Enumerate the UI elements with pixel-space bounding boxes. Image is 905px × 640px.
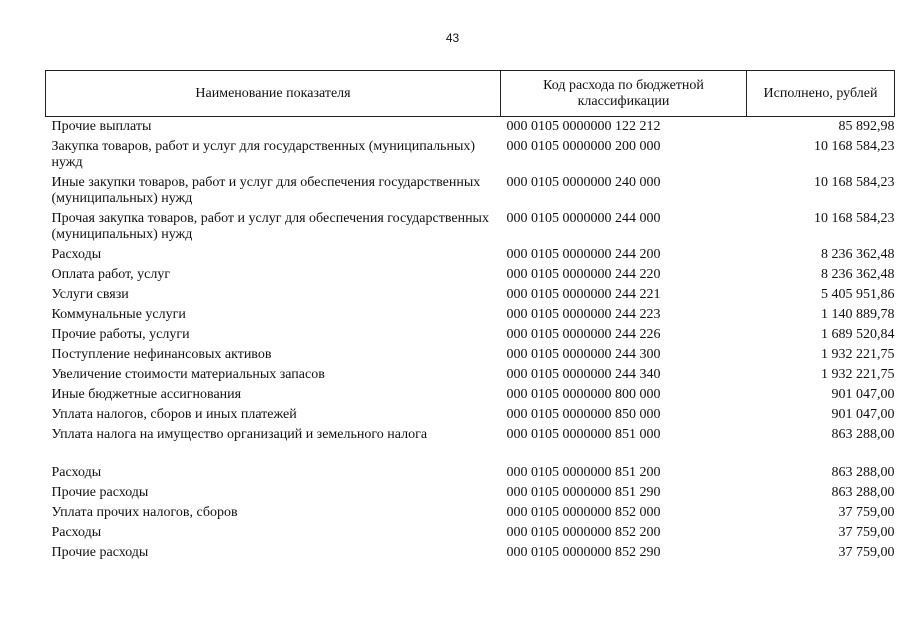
table-row bbox=[46, 117, 895, 138]
table-row bbox=[46, 463, 895, 483]
budget-code-cell: 000 0105 0000000 850 000 bbox=[506, 407, 661, 422]
indicator-name-cell: Прочие работы, услуги bbox=[51, 327, 190, 342]
budget-code-cell: 000 0105 0000000 244 220 bbox=[506, 267, 661, 282]
budget-code-cell: 000 0105 0000000 244 221 bbox=[506, 287, 661, 302]
table-row bbox=[46, 543, 895, 563]
table-row bbox=[46, 325, 895, 345]
executed-amount-cell: 863 288,00 bbox=[831, 427, 895, 442]
table-row bbox=[46, 245, 895, 265]
budget-code-cell: 000 0105 0000000 852 200 bbox=[506, 525, 661, 540]
executed-amount-cell: 901 047,00 bbox=[831, 407, 895, 422]
budget-code-cell: 000 0105 0000000 244 226 bbox=[506, 327, 661, 342]
table-row bbox=[46, 305, 895, 325]
budget-code-cell: 000 0105 0000000 851 000 bbox=[506, 427, 661, 442]
indicator-name-cell: Прочая закупка товаров, работ и услуг для обеспечения государственных (муниципальных) нужд bbox=[51, 211, 489, 242]
indicator-name-cell: Прочие расходы bbox=[51, 485, 149, 500]
indicator-name-cell: Уплата налогов, сборов и иных платежей bbox=[51, 407, 297, 422]
executed-amount-cell: 85 892,98 bbox=[838, 119, 895, 134]
header-budget-code: Код расхода по бюджетной классификации bbox=[501, 71, 747, 117]
table-row bbox=[46, 209, 895, 245]
indicator-name-cell: Прочие расходы bbox=[51, 545, 149, 560]
executed-amount-cell: 10 168 584,23 bbox=[814, 139, 895, 154]
executed-amount-cell: 8 236 362,48 bbox=[821, 267, 895, 282]
indicator-name-cell: Расходы bbox=[51, 247, 102, 262]
table-row bbox=[46, 503, 895, 523]
budget-execution-table bbox=[45, 70, 895, 563]
executed-amount-cell: 10 168 584,23 bbox=[814, 211, 895, 226]
budget-code-cell: 000 0105 0000000 851 290 bbox=[506, 485, 661, 500]
indicator-name-cell: Услуги связи bbox=[51, 287, 129, 302]
executed-amount-cell: 5 405 951,86 bbox=[821, 287, 895, 302]
budget-code-cell: 000 0105 0000000 244 200 bbox=[506, 247, 661, 262]
table-row bbox=[46, 483, 895, 503]
table-row bbox=[46, 425, 895, 445]
executed-amount-cell: 8 236 362,48 bbox=[821, 247, 895, 262]
executed-amount-cell: 37 759,00 bbox=[838, 545, 895, 560]
executed-amount-cell: 863 288,00 bbox=[831, 485, 895, 500]
table-row bbox=[46, 365, 895, 385]
table-row bbox=[46, 523, 895, 543]
executed-amount-cell: 10 168 584,23 bbox=[814, 175, 895, 190]
page-number: 43 bbox=[445, 31, 460, 45]
indicator-name-cell: Увеличение стоимости материальных запасов bbox=[51, 367, 325, 382]
indicator-name-cell: Коммунальные услуги bbox=[51, 307, 186, 322]
table-row bbox=[46, 173, 895, 209]
table-row bbox=[46, 285, 895, 305]
budget-code-cell: 000 0105 0000000 244 223 bbox=[506, 307, 661, 322]
indicator-name-cell: Уплата налога на имущество организаций и земельного налога bbox=[51, 427, 428, 442]
executed-amount-cell: 901 047,00 bbox=[831, 387, 895, 402]
executed-amount-cell: 1 140 889,78 bbox=[821, 307, 895, 322]
table-spacer-row bbox=[46, 445, 895, 463]
budget-code-cell: 000 0105 0000000 240 000 bbox=[506, 175, 661, 190]
budget-code-cell: 000 0105 0000000 852 290 bbox=[506, 545, 661, 560]
executed-amount-cell: 1 932 221,75 bbox=[821, 367, 895, 382]
indicator-name-cell: Уплата прочих налогов, сборов bbox=[51, 505, 238, 520]
indicator-name-cell: Иные закупки товаров, работ и услуг для обеспечения государственных (муниципальных) нужд bbox=[51, 175, 481, 206]
indicator-name-cell: Расходы bbox=[51, 525, 102, 540]
indicator-name-cell: Оплата работ, услуг bbox=[51, 267, 171, 282]
indicator-name-cell: Иные бюджетные ассигнования bbox=[51, 387, 242, 402]
indicator-name-cell: Поступление нефинансовых активов bbox=[51, 347, 272, 362]
indicator-name-cell: Расходы bbox=[51, 465, 102, 480]
executed-amount-cell: 863 288,00 bbox=[831, 465, 895, 480]
table-row bbox=[46, 265, 895, 285]
budget-code-cell: 000 0105 0000000 852 000 bbox=[506, 505, 661, 520]
budget-code-cell: 000 0105 0000000 200 000 bbox=[506, 139, 661, 154]
spacer-cell bbox=[46, 445, 895, 463]
indicator-name-cell: Прочие выплаты bbox=[51, 119, 152, 134]
executed-amount-cell: 1 689 520,84 bbox=[821, 327, 895, 342]
budget-code-cell: 000 0105 0000000 244 300 bbox=[506, 347, 661, 362]
executed-amount-cell: 37 759,00 bbox=[838, 505, 895, 520]
table-row bbox=[46, 345, 895, 365]
header-executed-amount: Исполнено, рублей bbox=[747, 71, 895, 117]
executed-amount-cell: 37 759,00 bbox=[838, 525, 895, 540]
budget-code-cell: 000 0105 0000000 800 000 bbox=[506, 387, 661, 402]
header-indicator-name: Наименование показателя bbox=[46, 71, 501, 117]
budget-code-cell: 000 0105 0000000 244 340 bbox=[506, 367, 661, 382]
indicator-name-cell: Закупка товаров, работ и услуг для государственных (муниципальных) нужд bbox=[51, 139, 476, 170]
table-row bbox=[46, 137, 895, 173]
budget-code-cell: 000 0105 0000000 244 000 bbox=[506, 211, 661, 226]
table-row bbox=[46, 405, 895, 425]
budget-code-cell: 000 0105 0000000 122 212 bbox=[506, 119, 661, 134]
table-body bbox=[46, 117, 895, 564]
table-header-row bbox=[46, 71, 895, 117]
table-row bbox=[46, 385, 895, 405]
budget-code-cell: 000 0105 0000000 851 200 bbox=[506, 465, 661, 480]
executed-amount-cell: 1 932 221,75 bbox=[821, 347, 895, 362]
